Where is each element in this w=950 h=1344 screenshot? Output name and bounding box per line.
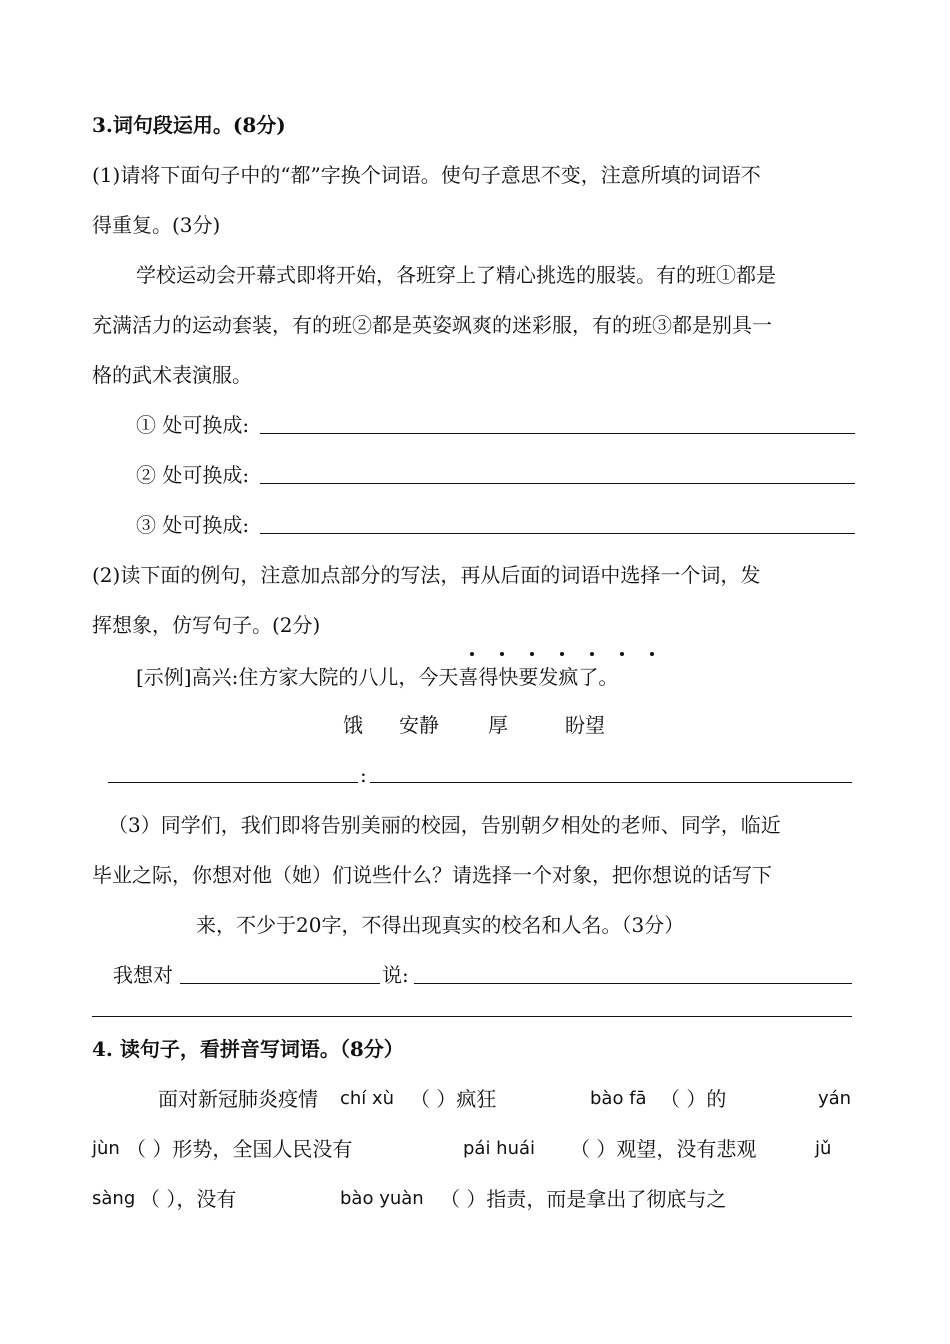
answer-line-1[interactable] (260, 433, 855, 434)
pinyin-chixu: chí xù (340, 1088, 395, 1109)
q4-line2-text2: （ ）观望，没有悲观 (570, 1137, 757, 1161)
pinyin-baoyuan: bào yuàn (340, 1188, 424, 1209)
q4-line1-text3: （ ）的 (660, 1087, 727, 1111)
answer-line-3[interactable] (260, 533, 855, 534)
example-sentence: [示例]高兴:住方家大院的八儿，今天喜得快要发疯了。 (136, 665, 619, 689)
message-line-1[interactable] (414, 983, 852, 984)
answer-line-2[interactable] (260, 483, 855, 484)
say-mid: 说: (382, 963, 409, 987)
fill-label-2: ② 处可换成: (136, 463, 250, 487)
q4-line1-text2: （ ）疯狂 (410, 1087, 497, 1111)
q3-part3-line1: （3）同学们，我们即将告别美丽的校园，告别朝夕相处的老师、同学，临近 (108, 813, 781, 837)
message-line-2[interactable] (92, 1016, 852, 1017)
q4-line2-text1: （ ）形势，全国人民没有 (126, 1137, 353, 1161)
word-choice: 安静 (399, 713, 439, 737)
q3-part1-line2: 得重复。(3分) (92, 213, 221, 237)
colon: : (360, 763, 367, 787)
q3-part3-line3: 来，不少于20字，不得出现真实的校名和人名。（3分） (196, 913, 685, 937)
q3-part1-line1: (1)请将下面句子中的“都”字换个词语。使句子意思不变，注意所填的词语不 (92, 163, 761, 187)
pinyin-jun: jùn (92, 1138, 120, 1159)
q3-passage-line3: 格的武术表演服。 (92, 363, 252, 387)
pinyin-ju: jǔ (815, 1138, 832, 1159)
chosen-word-line[interactable] (108, 782, 358, 783)
q4-line3-text1: （ ），没有 (140, 1187, 237, 1211)
pinyin-paihuai: pái huái (463, 1138, 536, 1159)
pinyin-sang: sàng (92, 1188, 136, 1209)
q3-part2-line1: (2)读下面的例句，注意加点部分的写法，再从后面的词语中选择一个词，发 (92, 563, 761, 587)
pinyin-yan: yán (818, 1088, 852, 1109)
recipient-line[interactable] (180, 983, 380, 984)
q3-passage-line1: 学校运动会开幕式即将开始，各班穿上了精心挑选的服装。有的班①都是 (136, 263, 776, 287)
q4-title: 4. 读句子，看拼音写词语。（8分） (92, 1037, 404, 1061)
word-choice: 饿 (343, 713, 363, 737)
fill-label-3: ③ 处可换成: (136, 513, 250, 537)
q3-part3-line2: 毕业之际，你想对他（她）们说些什么？请选择一个对象，把你想说的话写下 (92, 863, 772, 887)
imitation-sentence-line[interactable] (370, 782, 852, 783)
pinyin-baofa: bào fā (590, 1088, 647, 1109)
word-choice: 厚 (488, 713, 508, 737)
q3-title: 3.词句段运用。(8分) (92, 113, 286, 137)
q3-passage-line2: 充满活力的运动套装，有的班②都是英姿飒爽的迷彩服，有的班③都是别具一 (92, 313, 772, 337)
q3-part2-line2: 挥想象，仿写句子。(2分) (92, 613, 321, 637)
fill-label-1: ① 处可换成: (136, 413, 250, 437)
q4-line3-text2: （ ）指责，而是拿出了彻底与之 (440, 1187, 727, 1211)
q4-line1-text1: 面对新冠肺炎疫情 (158, 1087, 318, 1111)
word-choice: 盼望 (565, 713, 605, 737)
say-prefix: 我想对 (113, 963, 173, 987)
